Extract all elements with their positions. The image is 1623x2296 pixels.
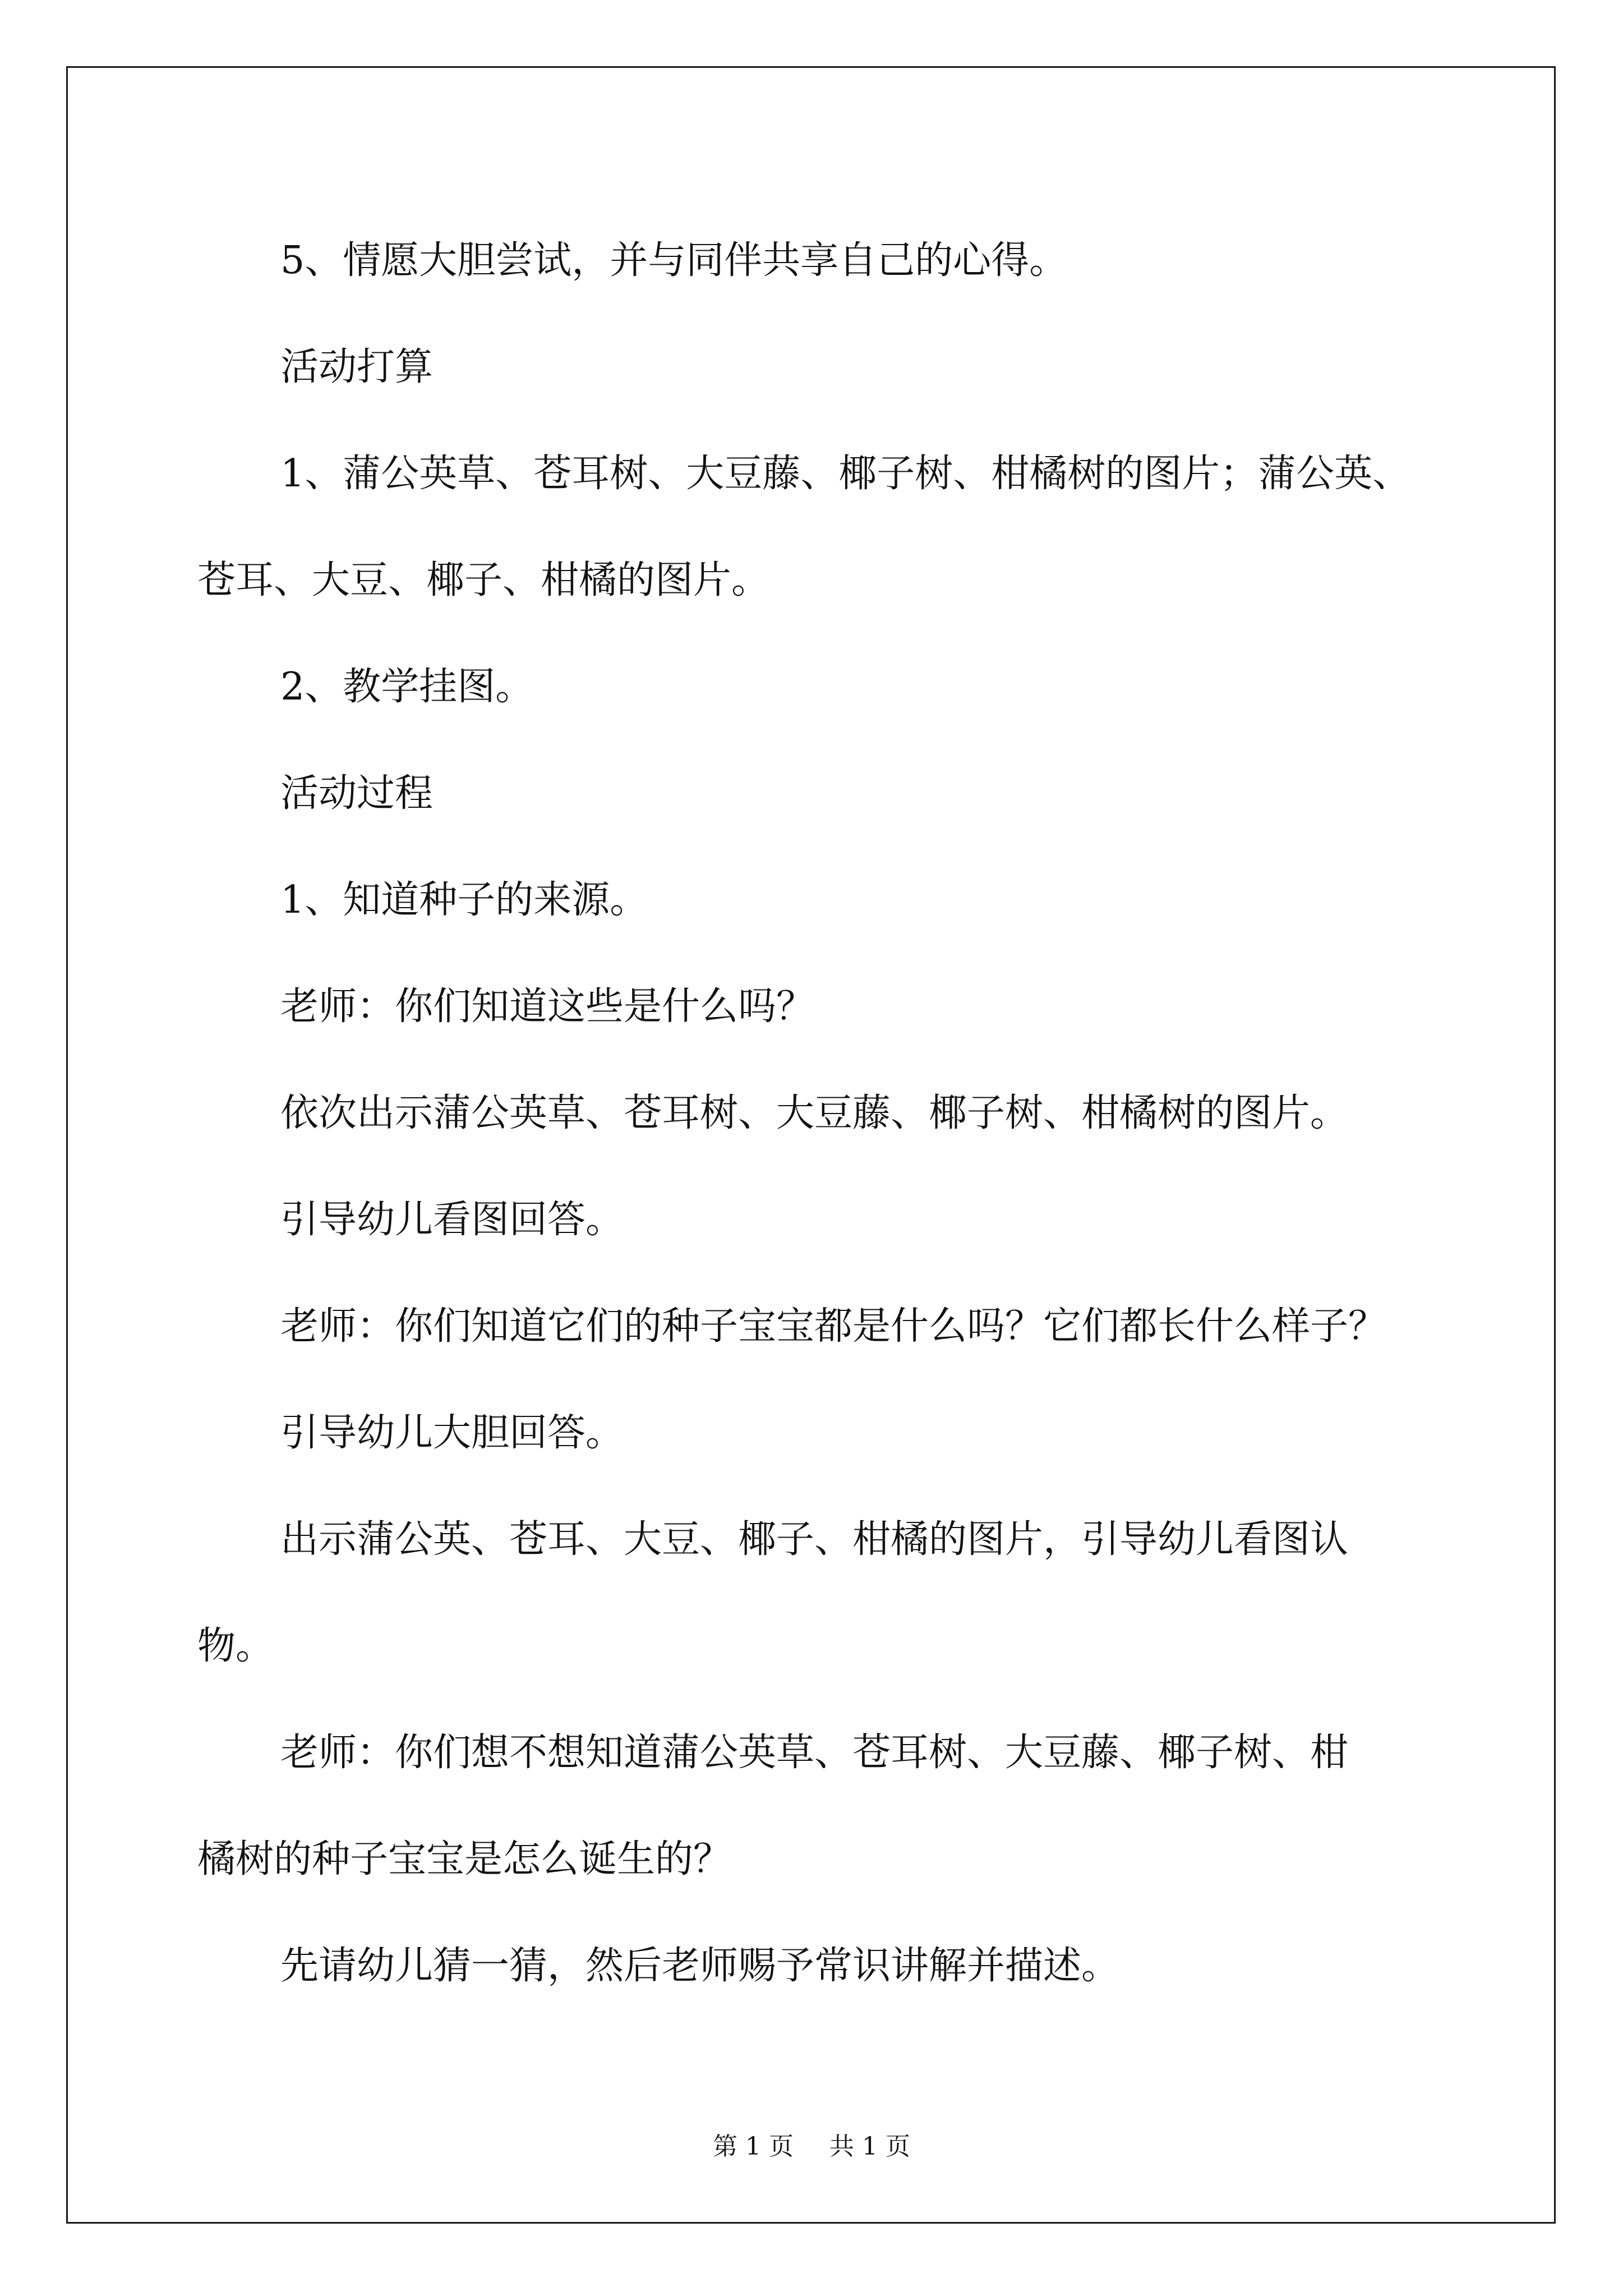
paragraph-line: 5、情愿大胆尝试，并与同伴共享自己的心得。: [280, 238, 1068, 283]
paragraph-guide-answer: [197, 1167, 1431, 1273]
paragraph-line: 2、教学挂图。: [280, 665, 534, 709]
section-heading-process: [197, 740, 1431, 847]
paragraph-teacher-question-3: [197, 1700, 1431, 1913]
paragraph-line: 橘树的种子宝宝是怎么诞生的？: [197, 1837, 732, 1881]
paragraph-line: 1、知道种子的来源。: [280, 878, 648, 922]
paragraph-teacher-question-1: [197, 954, 1431, 1060]
page-number-current: 第 1 页: [713, 2132, 794, 2161]
paragraph-line: 活动打算: [280, 345, 434, 389]
paragraph-line: 苍耳、大豆、椰子、柑橘的图片。: [197, 558, 770, 602]
paragraph-line: 老师：你们想不想知道蒲公英草、苍耳树、大豆藤、椰子树、柑: [280, 1731, 1349, 1775]
paragraph-line: 出示蒲公英、苍耳、大豆、椰子、柑橘的图片，引导幼儿看图认: [280, 1517, 1349, 1562]
paragraph-guess-and-explain: [197, 1913, 1431, 2019]
page-number-total: 共 1 页: [829, 2132, 910, 2161]
paragraph-teacher-question-2: [197, 1273, 1431, 1380]
paragraph-guide-bold-answer: [197, 1380, 1431, 1487]
paragraph-goal-5: [197, 208, 1431, 314]
paragraph-line: 老师：你们知道这些是什么吗？: [280, 984, 815, 1029]
paragraph-preparation-1: [197, 421, 1431, 634]
paragraph-line: 先请幼儿猜一猜，然后老师赐予常识讲解并描述。: [280, 1944, 1120, 1988]
page-footer: [0, 2126, 1623, 2162]
paragraph-line: 依次出示蒲公英草、苍耳树、大豆藤、椰子树、柑橘树的图片。: [280, 1091, 1349, 1135]
paragraph-line: 引导幼儿看图回答。: [280, 1198, 624, 1242]
paragraph-show-pictures: [197, 1060, 1431, 1167]
paragraph-line: 活动过程: [280, 771, 434, 816]
section-heading-preparation: [197, 314, 1431, 421]
paragraph-show-seed-pictures: [197, 1487, 1431, 1700]
paragraph-line: 1、蒲公英草、苍耳树、大豆藤、椰子树、柑橘树的图片；蒲公英、: [280, 452, 1411, 496]
paragraph-process-1: [197, 847, 1431, 954]
paragraph-line: 引导幼儿大胆回答。: [280, 1411, 624, 1455]
paragraph-line: 物。: [197, 1624, 274, 1668]
paragraph-preparation-2: [197, 634, 1431, 740]
document-body: [197, 208, 1431, 2019]
paragraph-line: 老师：你们知道它们的种子宝宝都是什么吗？它们都长什么样子？: [280, 1304, 1387, 1349]
